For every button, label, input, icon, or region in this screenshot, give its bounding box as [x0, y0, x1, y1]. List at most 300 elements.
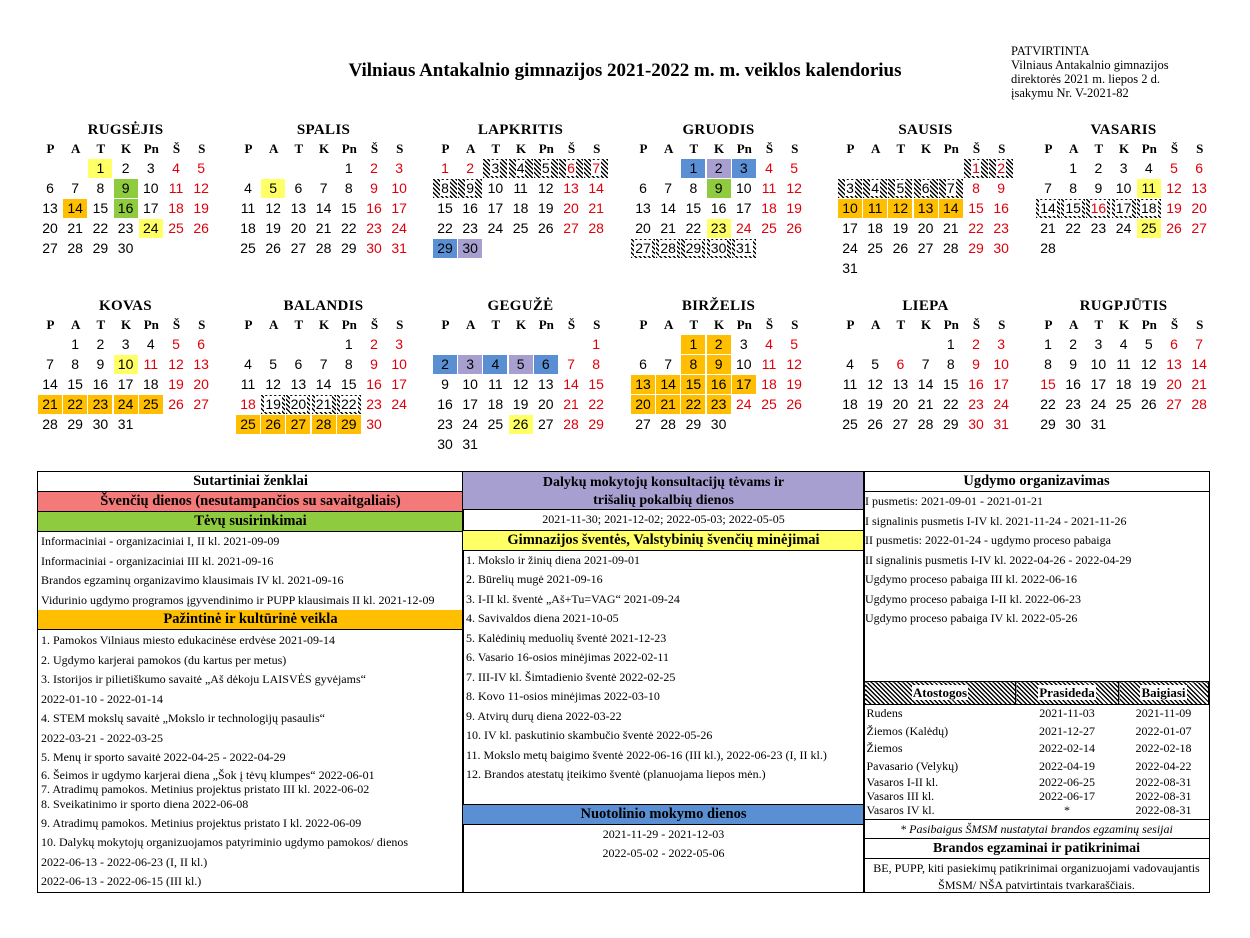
calendar-day: 15	[1061, 199, 1085, 218]
calendar-day: 12	[512, 376, 529, 392]
list-item: Ugdymo proceso pabaiga III kl. 2022-06-16	[865, 572, 1077, 586]
calendar-day: 13	[1191, 180, 1207, 196]
table-cell: *	[1064, 803, 1070, 817]
weekday-label: S	[396, 141, 404, 156]
weekday-label: S	[198, 317, 206, 332]
weekday-label: S	[1196, 141, 1204, 156]
calendar-day: 17	[842, 220, 858, 236]
calendar-day: 8	[1069, 180, 1078, 196]
calendar-day: 21	[917, 396, 934, 412]
weekday-label: P	[46, 317, 55, 332]
month-name: SPALIS	[296, 122, 351, 138]
weekday-label: Š	[1170, 317, 1179, 332]
weekday-label: K	[319, 317, 330, 332]
list-item: 10. IV kl. paskutinio skambučio šventė 2022-05-26	[466, 728, 713, 742]
weekday-header	[631, 139, 806, 159]
calendar-day: 12	[265, 200, 281, 216]
calendar-day: 13	[914, 199, 938, 218]
calendar-day: 20	[917, 220, 934, 236]
calendar-day: 19	[1141, 376, 1157, 392]
weekday-label: Š	[567, 141, 576, 156]
calendar-day: 6	[1170, 336, 1178, 352]
calendar-day: 2	[370, 336, 378, 352]
calendar-day: 8	[681, 355, 705, 374]
calendar-day: 28	[660, 416, 676, 432]
calendar-day: 21	[38, 395, 62, 414]
calendar-day: 10	[993, 356, 1009, 372]
calendar-day: 3	[838, 179, 862, 198]
calendar-day: 2	[972, 336, 980, 352]
weekday-header	[631, 315, 806, 335]
calendar-day: 30	[458, 239, 482, 258]
approval-stamp	[1011, 44, 1169, 100]
list-item: Vidurinio ugdymo programos įgyvendinimo ir PUPP klausimais II kl. 2021-12-09	[41, 592, 435, 607]
weekday-label: A	[70, 141, 81, 156]
remote-dates: 2021-11-29 - 2021-12-03	[602, 826, 725, 841]
calendar-day: 8	[433, 179, 457, 198]
weekday-label: P	[846, 317, 855, 332]
calendar-day: 10	[391, 180, 407, 196]
calendar-day: 17	[1112, 199, 1136, 218]
calendar-day: 18	[761, 200, 777, 216]
table-cell: 2022-02-18	[1135, 741, 1192, 755]
calendar-day: 14	[939, 199, 963, 218]
days-grid	[433, 159, 608, 279]
table-cell: 2022-08-31	[1135, 789, 1192, 803]
weekday-label: T	[689, 317, 699, 332]
calendar-day: 25	[240, 240, 256, 256]
calendar-day: 17	[736, 200, 752, 216]
calendar-day: 5	[888, 179, 912, 198]
calendar-day: 27	[290, 240, 307, 256]
weekday-label: K	[1119, 141, 1130, 156]
calendar-day: 4	[146, 336, 155, 352]
calendar-day: 13	[290, 376, 307, 392]
weekday-label: Š	[567, 317, 576, 332]
weekday-header	[236, 315, 411, 335]
list-item: 3. I-II kl. šventė „Aš+Tu=VAG“ 2021-09-24	[466, 591, 680, 606]
calendar-day: 16	[366, 376, 382, 392]
calendar-day: 27	[917, 240, 934, 256]
parents-meetings-list	[38, 532, 463, 610]
calendar-day: 29	[341, 240, 357, 256]
calendar-day: 25	[842, 416, 858, 432]
weekday-header	[838, 315, 1013, 335]
calendar-day: 27	[42, 240, 58, 256]
calendar-day: 30	[117, 240, 134, 256]
calendar-day: 22	[681, 395, 705, 414]
calendar-day: 21	[656, 395, 680, 414]
calendar-day: 22	[63, 395, 87, 414]
table-row	[865, 723, 1209, 741]
month-name: VASARIS	[1090, 122, 1157, 138]
calendar-day: 16	[366, 200, 382, 216]
calendar-day: 5	[790, 336, 799, 352]
calendar-day: 10	[462, 376, 478, 392]
calendar-day: 11	[168, 180, 184, 196]
calendar-day: 3	[395, 336, 404, 352]
calendar-day: 11	[761, 180, 777, 196]
calendar-day: 22	[437, 220, 453, 236]
list-item: 2022-06-13 - 2022-06-23 (I, II kl.)	[41, 854, 208, 869]
days-grid	[236, 335, 411, 455]
calendar-day: 1	[592, 336, 601, 352]
calendar-day: 14	[917, 376, 934, 392]
calendar-day: 28	[1040, 240, 1056, 256]
calendar-day: 26	[538, 220, 554, 236]
weekday-label: A	[465, 317, 476, 332]
calendar-day: 22	[337, 395, 361, 414]
weekday-label: K	[921, 141, 932, 156]
calendar-day: 21	[1040, 220, 1056, 236]
table-cell: Rudens	[866, 706, 903, 720]
days-grid	[631, 159, 806, 279]
calendar-day: 19	[265, 220, 281, 236]
calendar-day: 9	[1094, 180, 1103, 196]
calendar-day: 24	[391, 220, 407, 236]
cognitive-heading: Pažintinė ir kultūrinė veikla	[38, 610, 463, 630]
calendar-day: 10	[487, 180, 504, 196]
consultations-heading	[463, 472, 864, 510]
holidays-legend: Švenčių dienos (nesutampančios su savaitgaliais)	[38, 492, 463, 512]
calendar-day: 19	[786, 376, 802, 392]
calendar-day: 9	[96, 356, 105, 372]
calendar-day: 24	[736, 396, 752, 412]
calendar-day: 20	[538, 396, 554, 412]
calendar-day: 31	[462, 436, 478, 452]
calendar-day: 18	[1137, 199, 1161, 218]
calendar-day: 18	[143, 376, 159, 392]
list-item: 9. Atradimų pamokos. Metinius projektus pristato I kl. 2022-06-09	[41, 815, 362, 830]
calendar-day: 6	[534, 355, 558, 374]
calendar-day: 29	[433, 239, 457, 258]
calendar-day: 2	[989, 159, 1013, 178]
calendar-day: 26	[867, 416, 883, 432]
calendar-day: 6	[294, 180, 303, 196]
list-item: Informaciniai - organizaciniai III kl. 2021-09-16	[41, 553, 274, 568]
weekday-label: K	[121, 141, 132, 156]
calendar-day: 18	[512, 200, 529, 216]
list-item: I signalinis pusmetis I-IV kl. 2021-11-24 - 2021-11-26	[865, 513, 1127, 528]
calendar-day: 5	[509, 355, 533, 374]
calendar-day: 16	[462, 200, 478, 216]
calendar-day: 23	[968, 396, 984, 412]
calendar-day: 5	[1144, 336, 1153, 352]
calendar-day: 27	[538, 416, 554, 432]
calendar-day: 5	[269, 356, 278, 372]
calendar-day: 31	[732, 239, 756, 258]
calendar-day: 3	[483, 159, 507, 178]
calendar-day: 28	[312, 415, 336, 434]
calendar-day: 14	[588, 180, 604, 196]
calendar-day: 12	[888, 199, 912, 218]
table-row	[865, 705, 1209, 723]
calendar-day: 7	[939, 179, 963, 198]
calendar-day: 12	[786, 180, 802, 196]
calendar-day: 28	[42, 416, 58, 432]
calendar-day: 28	[315, 240, 332, 256]
calendar-day: 16	[1065, 376, 1081, 392]
calendar-day: 25	[139, 395, 163, 414]
calendar-day: 8	[1044, 356, 1052, 372]
page-title: Vilniaus Antakalnio gimnazijos 2021-2022 m. m. veiklos kalendorius	[348, 60, 902, 81]
calendar-day: 9	[370, 180, 378, 196]
celebrations-heading: Gimnazijos šventės, Valstybinių švenčių minėjimai	[463, 530, 864, 551]
weekday-label: P	[441, 317, 450, 332]
calendar-day: 20	[563, 200, 579, 216]
calendar-day: 30	[366, 240, 382, 256]
calendar-day: 26	[509, 415, 533, 434]
list-item: 2022-06-13 - 2022-06-15 (III kl.)	[41, 874, 202, 888]
calendar-day: 26	[786, 396, 802, 412]
calendar-day: 12	[168, 356, 184, 372]
month-liepa	[838, 297, 1013, 455]
calendar-day: 9	[972, 356, 980, 372]
calendar-day: 25	[168, 220, 184, 236]
calendar-day: 18	[487, 396, 504, 412]
table-row	[865, 775, 1209, 789]
calendar-day: 12	[867, 376, 883, 392]
list-item: II pusmetis: 2022-01-24 - ugdymo proceso pabaiga	[865, 533, 1111, 547]
calendar-day: 10	[391, 356, 407, 372]
calendar-day: 18	[240, 220, 256, 236]
calendar-day: 26	[265, 240, 281, 256]
weekday-label: Š	[370, 141, 379, 156]
calendar-day: 16	[92, 376, 109, 392]
calendar-day: 20	[290, 220, 307, 236]
calendar-day: 28	[67, 240, 83, 256]
weekday-label: Pn	[538, 317, 554, 332]
calendar-day: 12	[786, 356, 802, 372]
calendar-day: 10	[736, 356, 752, 372]
weekday-label: A	[70, 317, 81, 332]
calendar-day: 11	[842, 376, 858, 392]
calendar-day: 14	[315, 376, 332, 392]
weekday-header	[38, 315, 213, 335]
calendar-day: 21	[660, 220, 676, 236]
weekday-header	[838, 139, 1013, 159]
weekday-label: P	[441, 141, 450, 156]
weekday-label: A	[870, 141, 881, 156]
approval-line: Vilniaus Antakalnio gimnazijos	[1011, 58, 1169, 72]
month-name: GEGUŽĖ	[487, 298, 554, 314]
calendar-day: 8	[946, 356, 955, 372]
list-item: 6. Vasario 16-osios minėjimas 2022-02-11	[466, 650, 669, 664]
calendar-day: 14	[42, 376, 58, 392]
calendar-day: 8	[344, 180, 353, 196]
calendar-day: 3	[1094, 336, 1103, 352]
calendar-day: 15	[92, 200, 109, 216]
table-cell: 2022-08-31	[1135, 775, 1192, 789]
calendar-day: 5	[197, 160, 206, 176]
calendar-day: 23	[366, 396, 382, 412]
cognitive-list	[38, 631, 463, 892]
calendar-day: 5	[871, 356, 880, 372]
calendar-day: 29	[1040, 416, 1056, 432]
list-item: 1. Pamokos Vilniaus miesto edukacinėse erdvėse 2021-09-14	[41, 633, 335, 647]
calendar-day: 17	[487, 200, 504, 216]
calendar-day: 23	[1090, 220, 1107, 236]
days-grid	[38, 159, 213, 279]
table-cell: Vasaros III kl.	[866, 789, 935, 803]
calendar-day: 14	[656, 375, 680, 394]
calendar-day: 26	[193, 220, 209, 236]
calendar-day: 28	[588, 220, 604, 236]
month-name: LAPKRITIS	[477, 122, 564, 138]
calendar-day: 7	[921, 356, 930, 372]
calendar-day: 8	[96, 180, 105, 196]
consultations-title-line: trišalių pokalbių dienos	[593, 493, 734, 508]
calendar-day: 23	[1065, 396, 1081, 412]
calendar-day: 19	[168, 376, 184, 392]
list-item: Ugdymo proceso pabaiga IV kl. 2022-05-26	[865, 611, 1078, 625]
weekday-label: T	[96, 141, 106, 156]
calendar-day: 14	[563, 376, 579, 392]
calendar-day: 16	[707, 375, 731, 394]
calendar-day: 21	[588, 200, 604, 216]
days-grid	[631, 335, 806, 455]
month-gruodis	[631, 121, 806, 279]
calendar-day: 14	[1191, 356, 1207, 372]
table-cell: 2021-12-27	[1039, 723, 1095, 738]
calendar-day: 28	[656, 239, 680, 258]
calendar-day: 1	[681, 335, 705, 354]
calendar-day: 3	[1119, 160, 1128, 176]
exams-text-line: BE, PUPP, kiti pasiekimų patikrinimai organizuojami vadovaujantis	[873, 861, 1200, 875]
calendar-day: 20	[631, 395, 655, 414]
weekday-label: Pn	[341, 317, 357, 332]
calendar-day: 9	[114, 179, 138, 198]
calendar-day: 20	[1166, 376, 1182, 392]
calendar-day: 22	[1065, 220, 1081, 236]
weekday-label: K	[516, 141, 527, 156]
calendar-day: 27	[635, 416, 651, 432]
weekday-label: Š	[765, 141, 774, 156]
weekday-label: T	[689, 141, 699, 156]
calendar-day: 26	[1166, 220, 1182, 236]
calendar-day: 30	[437, 436, 453, 452]
calendar-day: 11	[761, 356, 777, 372]
weekday-label: S	[198, 141, 206, 156]
table-cell: 2022-06-25	[1039, 775, 1095, 789]
month-sausis	[838, 121, 1013, 279]
calendar-day: 24	[391, 396, 407, 412]
calendar-day: 3	[146, 160, 155, 176]
calendar-day: 19	[512, 396, 529, 412]
calendar-day: 6	[559, 159, 583, 178]
calendar-day: 6	[639, 180, 647, 196]
calendar-day: 24	[1090, 396, 1107, 412]
calendar-day: 22	[341, 220, 357, 236]
weekday-label: S	[998, 317, 1006, 332]
calendar-day: 15	[341, 376, 357, 392]
list-item: I pusmetis: 2021-09-01 - 2021-01-21	[865, 494, 1043, 508]
days-grid	[1036, 159, 1211, 279]
vacations-header: Atostogos	[865, 682, 1016, 705]
calendar-day: 17	[391, 200, 407, 216]
table-cell: 2022-01-07	[1135, 723, 1192, 738]
table-cell: Pavasario (Velykų)	[866, 758, 959, 773]
calendar-day: 3	[739, 336, 748, 352]
exams-text	[864, 859, 1209, 894]
calendar-day: 6	[896, 356, 905, 372]
legend-panel	[37, 471, 464, 893]
weekday-label: K	[516, 317, 527, 332]
calendar-day: 13	[631, 375, 655, 394]
weekday-label: A	[663, 141, 674, 156]
table-cell: Žiemos (Kalėdų)	[866, 723, 949, 738]
calendar-day: 14	[1036, 199, 1060, 218]
days-grid	[236, 159, 411, 279]
calendar-day: 13	[1166, 356, 1182, 372]
calendar-day: 24	[842, 240, 858, 256]
weekday-label: T	[294, 141, 304, 156]
calendar-day: 24	[139, 219, 163, 238]
calendar-day: 25	[761, 396, 777, 412]
celebrations-list	[463, 551, 864, 804]
list-item: 9. Atvirų durų diena 2022-03-22	[466, 708, 622, 723]
calendar-day: 2	[370, 160, 378, 176]
calendar-day: 7	[664, 356, 673, 372]
list-item: 8. Sveikatinimo ir sporto diena 2022-06-08	[41, 796, 249, 811]
vacations-body	[865, 705, 1209, 818]
calendar-day: 13	[290, 200, 307, 216]
calendar-day: 7	[46, 356, 54, 372]
calendar-day: 19	[261, 395, 285, 414]
list-item: 5. Kalėdinių meduolių šventė 2021-12-23	[466, 630, 667, 645]
calendar-day: 3	[121, 336, 130, 352]
calendar-day: 15	[1040, 376, 1056, 392]
weekday-header	[433, 315, 608, 335]
calendar-day: 10	[114, 355, 138, 374]
calendar-day: 27	[563, 220, 579, 236]
vacations-header: Prasideda	[1016, 682, 1119, 705]
calendar-day: 20	[1191, 200, 1207, 216]
calendar-day: 21	[312, 395, 336, 414]
calendar-day: 14	[63, 199, 87, 218]
calendar-day: 23	[117, 220, 134, 236]
calendar-day: 8	[592, 356, 601, 372]
calendar-day: 11	[240, 376, 256, 392]
calendar-day: 3	[732, 159, 756, 178]
calendar-day: 10	[1090, 356, 1107, 372]
calendar-day: 19	[193, 200, 209, 216]
month-name: LIEPA	[902, 298, 949, 314]
calendar-day: 30	[1065, 416, 1081, 432]
calendar-day: 4	[846, 356, 854, 372]
calendar-day: 9	[370, 356, 378, 372]
calendar-day: 6	[294, 356, 303, 372]
weekday-label: K	[1119, 317, 1130, 332]
table-cell: Vasaros I-II kl.	[866, 775, 939, 789]
calendar-day: 29	[943, 416, 959, 432]
calendar-day: 14	[315, 200, 332, 216]
calendar-day: 26	[168, 396, 184, 412]
calendar-day: 6	[197, 336, 206, 352]
table-row	[865, 740, 1209, 758]
weekday-label: T	[96, 317, 106, 332]
calendar-day: 7	[71, 180, 80, 196]
list-item: 4. Savivaldos diena 2021-10-05	[466, 611, 619, 625]
month-name: SAUSIS	[898, 122, 953, 138]
calendar-day: 3	[458, 355, 482, 374]
calendar-day: 8	[344, 356, 353, 372]
calendar-day: 31	[993, 416, 1009, 432]
calendar-day: 21	[943, 220, 959, 236]
exams-heading: Brandos egzaminai ir patikrinimai	[864, 838, 1209, 859]
weekday-label: T	[1094, 141, 1104, 156]
calendar-day: 1	[88, 159, 112, 178]
